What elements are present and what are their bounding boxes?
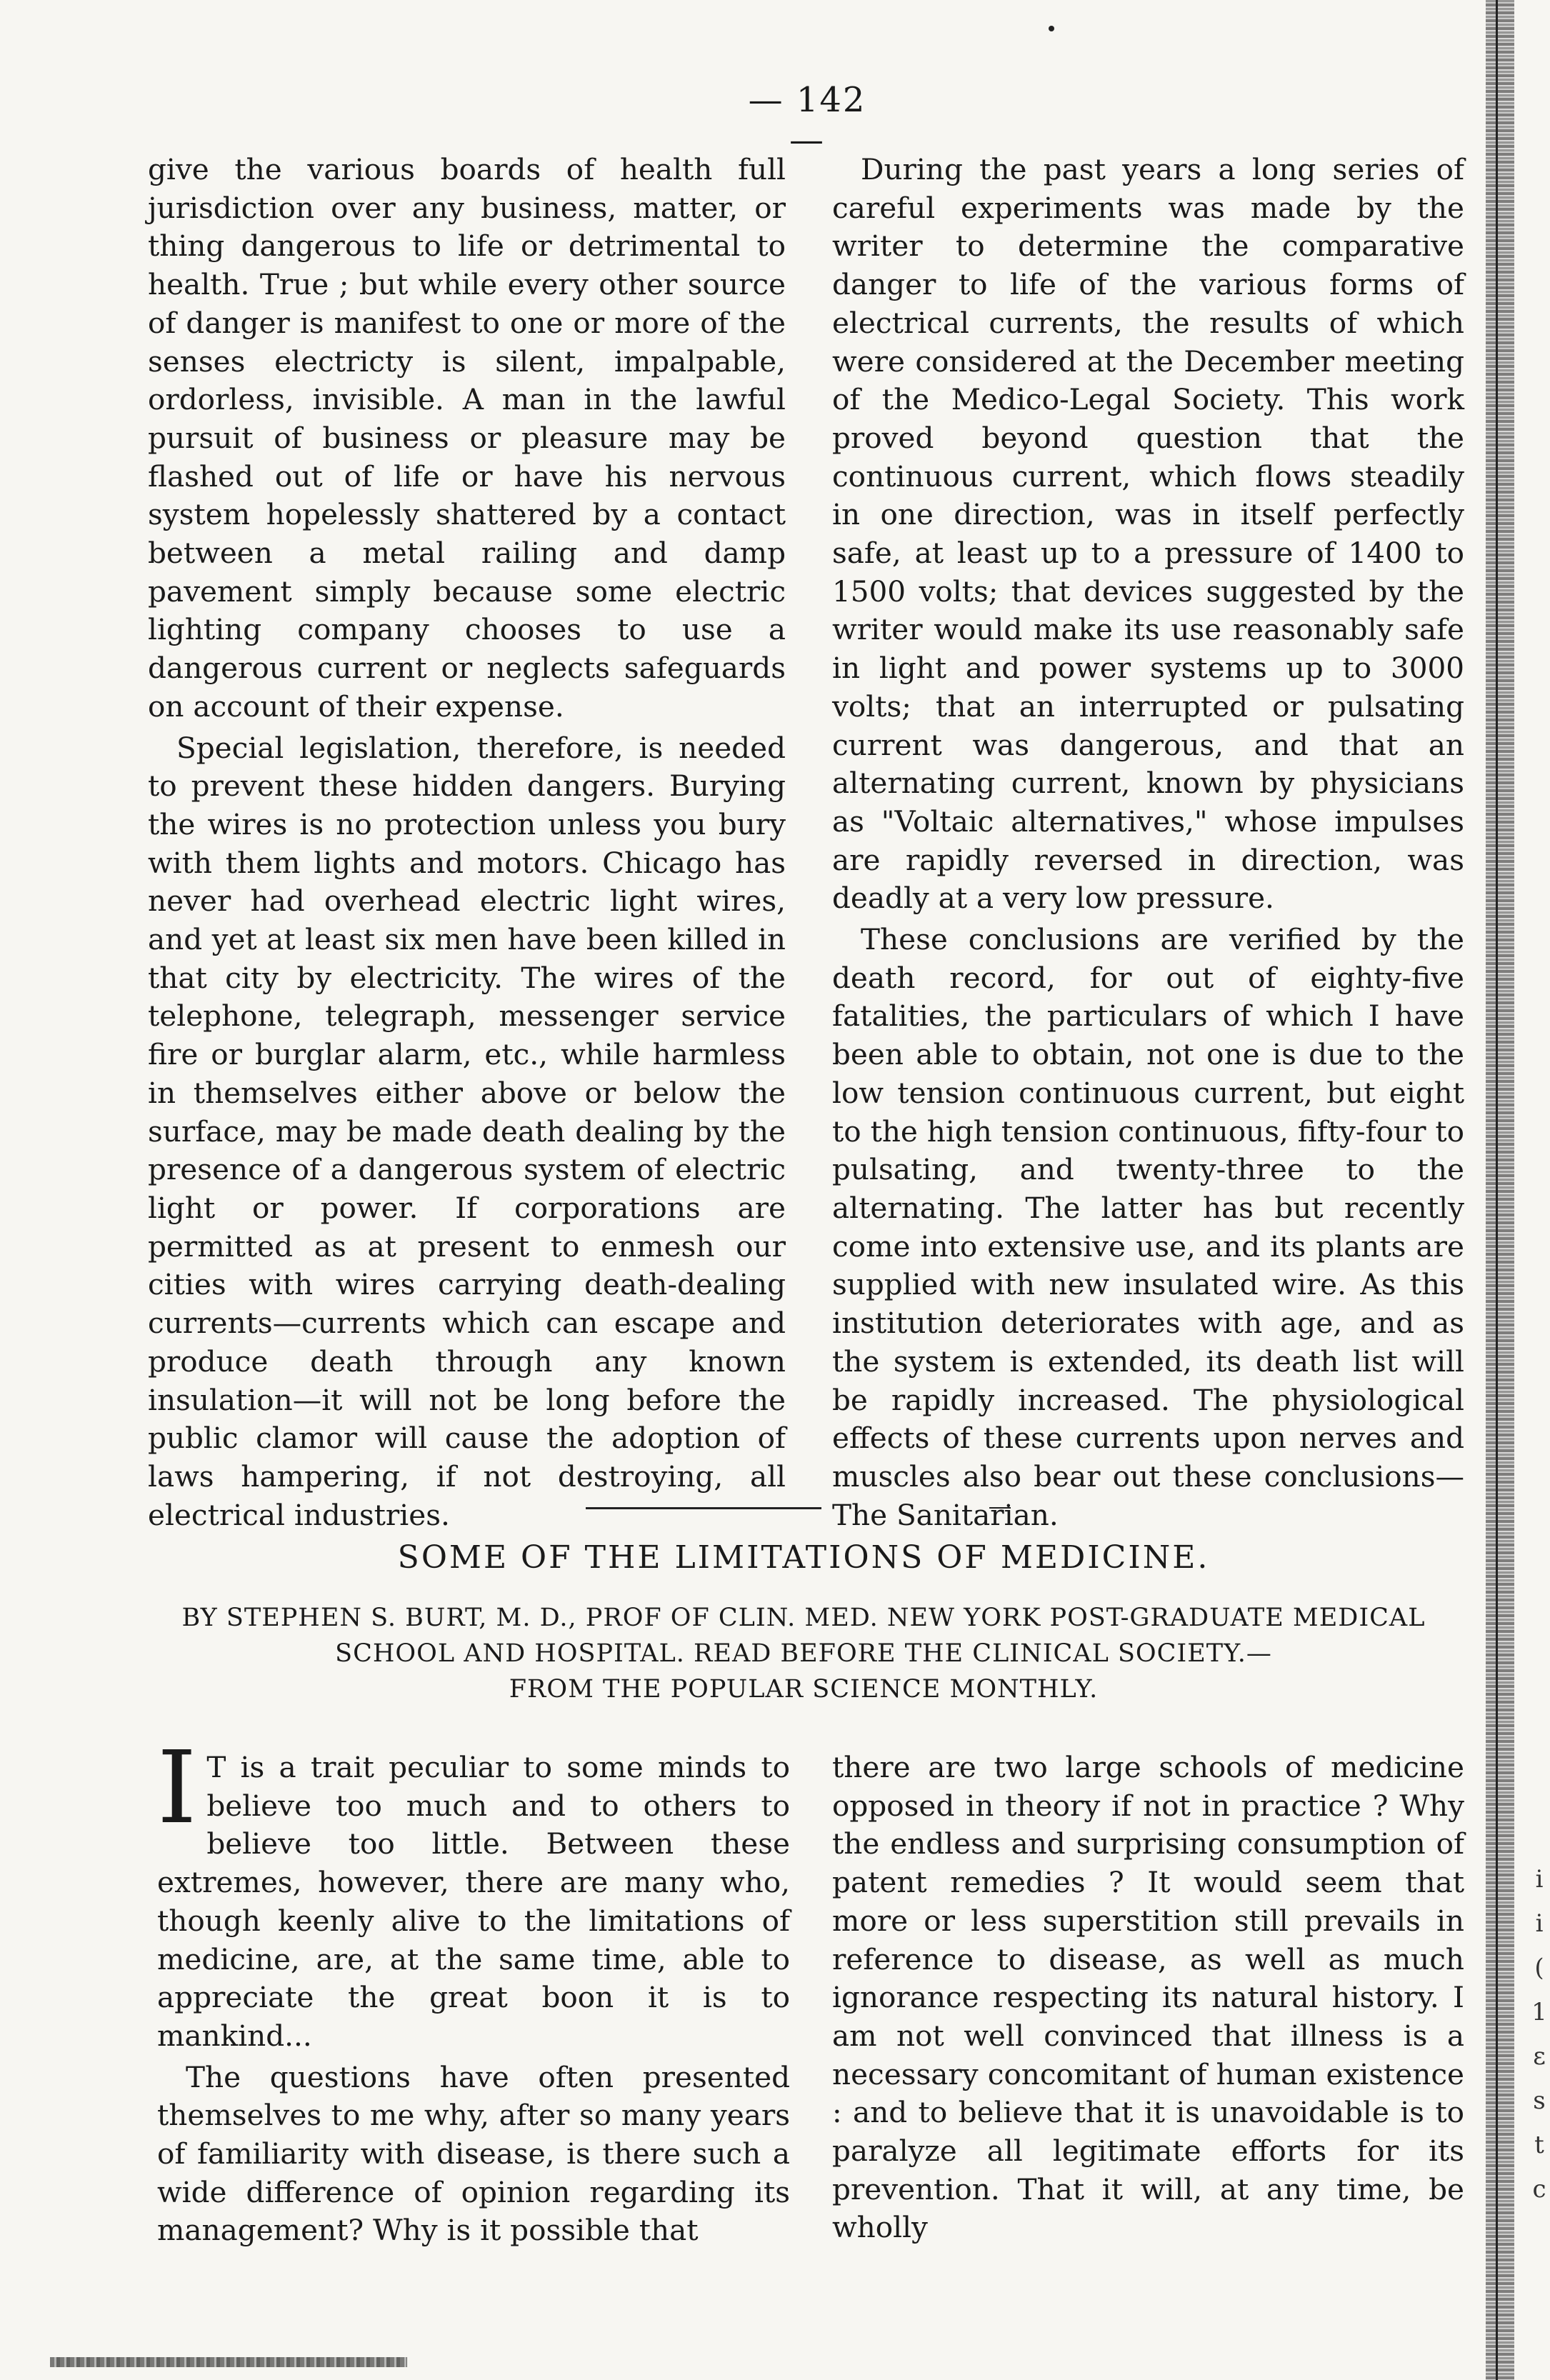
paragraph: there are two large schools of medicine opposed in theory if not in practice ? Why the endless and surprising consumption of patent remedies ? It would seem that more or less superstition still prevails in reference to disease, as well as much ignorance respecting its natural history. I am not well convinced that illness is a necessary concomitant of human existence : and to believe that it is unavoidable is to paralyze all legitimate efforts for its prevention. That it will, at any time, be wholly [832,1750,1464,2245]
page-number: — 142 — [748,80,866,160]
section-divider-dash [989,1507,1011,1509]
margin-edge-letters [1530,1857,1549,2211]
edge-letter: t [1534,2131,1544,2159]
bottom-left-column [157,1730,790,2250]
opening-paragraph [157,1730,790,2056]
paragraph: These conclusions are verified by the death record, for out of eighty-five fatalities, the particulars of which I have been able to obtain, not one is due to the low tension continuous current, but eight to the high tension continuous, fifty-four to pulsating, and twenty-three to the alternating. The latter has but recently come into extensive use, and its plants are supplied with new insulated wire. As this institution deteriorates with age, and as the system is extended, its death list will be rapidly increased. The physiological effects of these currents upon nerves and muscles also bear out these conclusions—The Sanitarian. [832,922,1464,1532]
binding-edge-line [1496,0,1498,2380]
bottom-right-column [832,1749,1464,2247]
edge-letter: ε [1533,2042,1546,2071]
opening-text: T is a trait peculiar to some minds to believe too much and to others to believe too little. Between these extremes, however, there are many who, though keenly alive to the limitations of medicine, are, at the same time, able to appreciate the great boon it is to mankind... [157,1750,790,2053]
article-byline [143,1600,1464,1707]
edge-letter: ( [1534,1954,1544,1982]
section-divider [586,1507,821,1509]
scan-artifact [50,2357,407,2367]
paragraph: give the various boards of health full jurisdiction over any business, matter, or thing dangerous to life or detrimental to health. True ; but while every other source of danger is manifest to one or more of the senses electricty is silent, impalpable, ordorless, invisible. A man in the lawful pursuit of business or pleasure may be flashed out of life or have his nervous system hopelessly shattered by a contact between a metal railing and damp pavement simply because some electric lighting company chooses to use a dangerous current or neglects safeguards on account of their expense. [148,152,786,724]
article-title: SOME OF THE LIMITATIONS OF MEDICINE. [397,1539,1210,1576]
top-right-column [832,151,1464,1534]
edge-letter: i [1535,1909,1544,1938]
edge-letter: i [1535,1865,1544,1894]
edge-letter: c [1532,2175,1546,2204]
top-left-column [148,151,786,1534]
edge-letter: s [1533,2086,1546,2115]
ink-speck [1049,26,1054,31]
byline-line: BY STEPHEN S. BURT, M. D., PROF OF CLIN. MED. NEW YORK POST-GRADUATE MEDICAL [181,1604,1426,1632]
paragraph: The questions have often presented themselves to me why, after so many years of familiarity with disease, is there such a wide difference of opinion regarding its management? Why is it possible that [157,2059,790,2248]
byline-line: SCHOOL AND HOSPITAL. READ BEFORE THE CLINICAL SOCIETY.— [335,1639,1272,1668]
paragraph: During the past years a long series of careful experiments was made by the writer to determine the comparative danger to life of the various forms of electrical currents, the results of which were considered at the December meeting of the Medico-Legal Society. This work proved beyond question that the continuous current, which flows steadily in one direction, was in itself perfectly safe, at least up to a pressure of 1400 to 1500 volts; that devices suggested by the writer would make its use reasonably safe in light and power systems up to 3000 volts; that an interrupted or pulsating current was dangerous, and that an alternating current, known by physicians as "Voltaic alternatives," whose impulses are rapidly reversed in direction, was deadly at a very low pressure. [832,152,1464,916]
byline-line: FROM THE POPULAR SCIENCE MONTHLY. [509,1675,1099,1704]
drop-cap: I [157,1730,197,1846]
paragraph: Special legislation, therefore, is needed to prevent these hidden dangers. Burying the wires is no protection unless you bury with them lights and motors. Chicago has never had overhead electric light wires, and yet at least six men have been killed in that city by electricity. The wires of the telephone, telegraph, messenger service fire or burglar alarm, etc., while harmless in themselves either above or below the surface, may be made death dealing by the presence of a dangerous system of electric light or power. If corporations are permitted as at present to enmesh our cities with wires carrying death-dealing currents—currents which can escape and produce death through any known insulation—it will not be long before the public clamor will cause the adoption of laws hampering, if not destroying, all electrical industries. [148,730,786,1532]
edge-letter: 1 [1531,1998,1547,2026]
binding-edge [1486,0,1514,2380]
